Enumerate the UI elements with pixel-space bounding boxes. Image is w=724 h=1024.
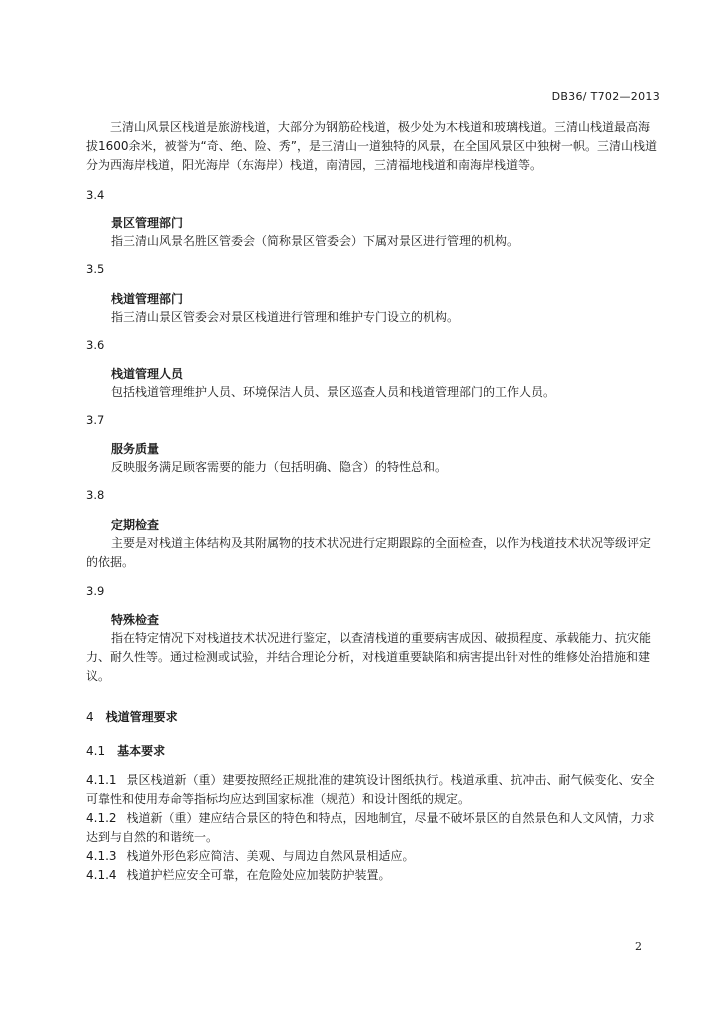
term-definition-3-4: 指三清山风景名胜区管委会（简称景区管委会）下属对景区进行管理的机构。: [111, 234, 520, 248]
term-definition-3-5: 指三清山景区管委会对景区栈道进行管理和维护专门设立的机构。: [111, 310, 460, 324]
term-title-3-8: 定期检查: [111, 518, 160, 532]
clause-number: 4.1.1: [86, 773, 117, 787]
term-definition-3-6: 包括栈道管理维护人员、环境保洁人员、景区巡查人员和栈道管理部门的工作人员。: [111, 385, 556, 399]
term-definition-3-8: 主要是对栈道主体结构及其附属物的技术状况进行定期跟踪的全面检查，以作为栈道技术状况等级评定的依据。: [86, 536, 652, 569]
section-4-1-number: 4.1: [86, 744, 106, 758]
section-number-3-4: 3.4: [86, 188, 105, 202]
clause-text: 景区栈道新（重）建要按照经正规批准的建筑设计图纸执行。栈道承重、抗冲击、耐气候变化、安全可靠性和使用寿命等指标均应达到国家标准（规范）和设计图纸的规定。: [86, 773, 655, 806]
chapter-4-title: 栈道管理要求: [105, 710, 178, 724]
clause-number: 4.1.3: [86, 849, 117, 863]
section-4-1-title: 基本要求: [117, 744, 166, 758]
section-number-3-8: 3.8: [86, 488, 105, 502]
term-title-3-6: 栈道管理人员: [111, 367, 184, 381]
clause-text: 栈道护栏应安全可靠，在危险处应加装防护装置。: [126, 868, 391, 882]
term-definition-3-7: 反映服务满足顾客需要的能力（包括明确、隐含）的特性总和。: [111, 460, 448, 474]
term-title-3-9: 特殊检查: [111, 613, 160, 627]
document-code-header: DB36/ T702—2013: [551, 90, 660, 103]
page-number: 2: [635, 940, 642, 953]
clause-4-1-4: [86, 866, 664, 885]
clause-number: 4.1.4: [86, 868, 117, 882]
section-number-3-9: 3.9: [86, 584, 105, 598]
clause-4-1-1: [86, 771, 664, 809]
clause-4-1-2: [86, 809, 664, 847]
term-title-3-4: 景区管理部门: [111, 216, 184, 230]
term-title-3-5: 栈道管理部门: [111, 292, 184, 306]
clause-text: 栈道新（重）建应结合景区的特色和特点，因地制宜，尽量不破坏景区的自然景色和人文风情，力求达到与自然的和谐统一。: [86, 811, 655, 844]
clause-text: 栈道外形色彩应简洁、美观、与周边自然风景相适应。: [126, 849, 415, 863]
term-title-3-7: 服务质量: [111, 442, 160, 456]
clause-4-1-3: [86, 847, 664, 866]
clause-number: 4.1.2: [86, 811, 117, 825]
section-number-3-6: 3.6: [86, 338, 105, 352]
chapter-4-heading: [86, 708, 178, 725]
section-4-1-heading: [86, 742, 165, 759]
section-number-3-5: 3.5: [86, 262, 105, 276]
chapter-4-number: 4: [86, 710, 94, 724]
term-definition-3-9: 指在特定情况下对栈道技术状况进行鉴定，以查清栈道的重要病害成因、破损程度、承载能力、抗灾能力、耐久性等。通过检测或试验，并结合理论分析，对栈道重要缺陷和病害提出针对性的维修处治措施和建议。: [86, 631, 652, 683]
intro-paragraph: 三清山风景区栈道是旅游栈道，大部分为钢筋砼栈道，极少处为木栈道和玻璃栈道。三清山栈道最高海拔1600余米，被誉为“奇、绝、险、秀”，是三清山一道独特的风景，在全国风景区中独树一帜。三清山栈道分为西海岸栈道，阳光海岸（东海岸）栈道，南清园，三清福地栈道和南海岸栈道等。: [86, 120, 657, 172]
section-number-3-7: 3.7: [86, 413, 105, 427]
